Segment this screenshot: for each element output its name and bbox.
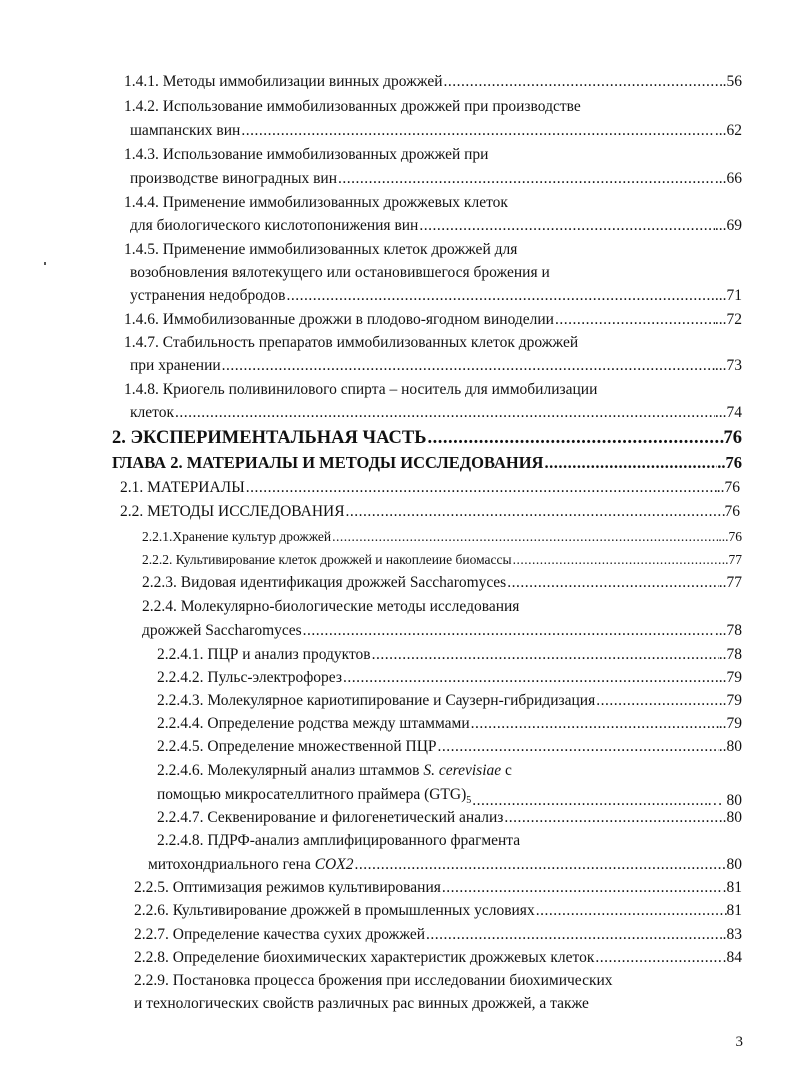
toc-section-2-1: 2.1. МАТЕРИАЛЫ ..... ..76 (120, 478, 740, 498)
toc-entry-1-4-3: производстве виноградных вин ..... ...66 (130, 169, 742, 189)
toc-section-2-2-4-7: 2.2.4.7. Секвенирование и филогенетический анализ ..... .80 (157, 808, 742, 828)
toc-section-2-2-4-1: 2.2.4.1. ПЦР и анализ продуктов ..... ..78 (157, 645, 742, 665)
toc-entry-1-4-4: для биологического кислотопонижения вин ..... ...69 (130, 216, 742, 236)
toc-section-2-2-4-title: 2.2.4. Молекулярно-биологические методы исследования (142, 598, 520, 615)
toc-entry-1-4-1: 1.4.1. Методы иммобилизации винных дрожжей ..... .56 (124, 72, 742, 92)
toc-section-2-2-4-4: 2.2.4.4. Определение родства между штаммами ..... ..79 (157, 714, 742, 734)
toc-section-2-2-7: 2.2.7. Определение качества сухих дрожжей ..... .83 (134, 925, 742, 945)
toc-section-2-2-2: 2.2.2. Культивирование клеток дрожжей и накоплеиие биомассы ..... ..77 (142, 550, 742, 570)
toc-section-2-2-4-3: 2.2.4.3. Молекулярное кариотипирование и Саузерн-гибридизация ..... ..79 (157, 691, 742, 711)
toc-entry-1-4-3-title: 1.4.3. Использование иммобилизованных дрожжей при (124, 146, 489, 163)
toc-section-2-2-4-2: 2.2.4.2. Пульс-электрофорез ..... ..79 (157, 668, 742, 688)
toc-section-2-2-4-5: 2.2.4.5. Определение множественной ПЦР ..... ..80 (157, 737, 742, 757)
toc-entry-1-4-8: клеток ..... ...74 (130, 403, 742, 423)
toc-section-2-2-8: 2.2.8. Определение биохимических характеристик дрожжевых клеток ..... .84 (134, 948, 742, 968)
toc-section-2-2-4-6-title: 2.2.4.6. Молекулярный анализ штаммов S. cerevisiae с (157, 762, 512, 779)
toc-section-2-2: 2.2. МЕТОДЫ ИССЛЕДОВАНИЯ ..... 76 (120, 502, 740, 522)
toc-entry-1-4-2: шампанских вин ..... ...62 (130, 121, 742, 141)
toc-section-2-2-6: 2.2.6. Культивирование дрожжей в промышленных условиях ..... 81 (134, 901, 742, 921)
toc-section-2-2-9-line2: и технологических свойств различных рас винных дрожжей, а также (134, 995, 589, 1012)
toc-section-2-2-4: дрожжей Saccharomyces ..... ...78 (142, 621, 742, 641)
toc-entry-1-4-6: 1.4.6. Иммобилизованные дрожжи в плодово-ягодном виноделии ..... ...72 (124, 310, 742, 330)
toc-section-2-2-1: 2.2.1.Хранение культур дрожжей ..... ...76 (142, 527, 742, 547)
toc-chapter-2: ГЛАВА 2. МАТЕРИАЛЫ И МЕТОДЫ ИССЛЕДОВАНИЯ ..... ..76 (112, 452, 742, 474)
toc-entry-1-4-2-title: 1.4.2. Использование иммобилизованных дрожжей при производстве (124, 98, 581, 115)
toc-entry-1-4-4-title: 1.4.4. Применение иммобилизованных дрожжевых клеток (124, 194, 508, 211)
page-number: 3 (735, 1034, 743, 1050)
toc-section-2-2-5: 2.2.5. Оптимизация режимов культивирования ..... .81 (134, 878, 742, 898)
toc-section-2-2-4-8-title: 2.2.4.8. ПДРФ-анализ амплифицированного фрагмента (157, 832, 521, 849)
toc-section-2-2-4-8: митохондриального гена COX2 ..... 80 (148, 855, 742, 875)
toc-section-2-2-9-title: 2.2.9. Постановка процесса брожения при исследовании биохимических (134, 972, 613, 989)
toc-entry-1-4-8-title: 1.4.8. Криогель поливинилового спирта – носитель для иммобилизации (124, 381, 598, 398)
toc-entry-1-4-7: при хранении ..... ...73 (130, 356, 742, 376)
toc-entry-1-4-5-title: 1.4.5. Применение иммобилизованных клеток дрожжей для (124, 241, 518, 258)
toc-section-2-2-3: 2.2.3. Видовая идентификация дрожжей Saccharomyces ..... ..77 (142, 573, 742, 593)
toc-part-2: 2. ЭКСПЕРИМЕНТАЛЬНАЯ ЧАСТЬ ..... 76 (112, 426, 742, 450)
toc-entry-1-4-7-title: 1.4.7. Стабильность препаратов иммобилизованных клеток дрожжей (124, 334, 579, 351)
toc-section-2-2-4-6: помощью микросателлитного праймера $(GTG)_5$ ..... … 80 (157, 785, 742, 811)
toc-entry-1-4-5-line2: возобновления вялотекущего или остановившегося брожения и (130, 264, 550, 281)
toc-entry-1-4-5: устранения недобродов ..... ...71 (130, 286, 742, 306)
scan-speck (44, 262, 46, 265)
